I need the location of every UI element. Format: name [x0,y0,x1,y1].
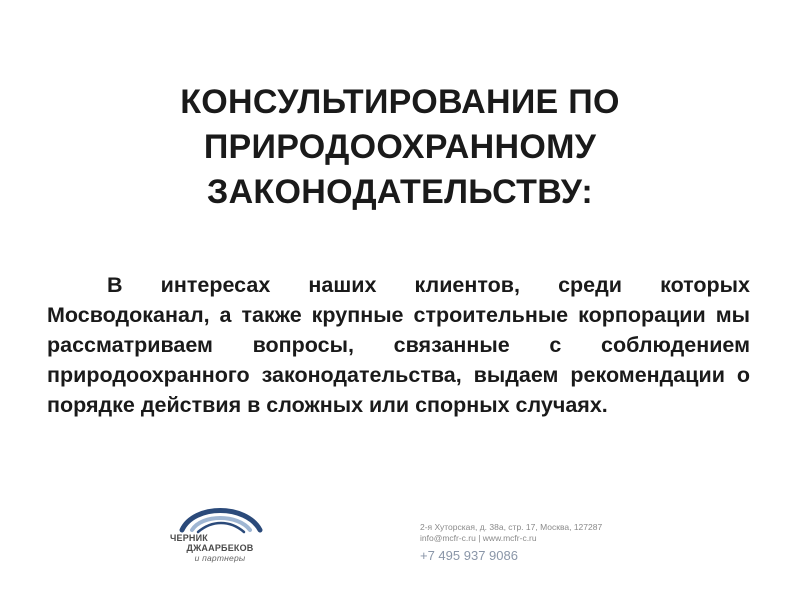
logo-text-line-1: ЧЕРНИК [170,533,208,543]
title-line-3: ЗАКОНОДАТЕЛЬСТВУ: [206,173,594,211]
company-logo [170,500,280,570]
logo-text-line-3: и партнеры [194,553,246,563]
phone-number: +7 495 937 9086 [420,548,518,563]
body-text: В интересах наших клиентов, среди которых Мосводоканал, а также крупные строительные корпорации мы рассматриваем вопросы, связанные с соблюдением природоохранного законодательства, выдаем рекомендации о порядке действия в сложных или спорных случаях. [47,273,750,417]
slide-title [60,80,740,215]
address-text: 2-я Хуторская, д. 38а, стр. 17, Москва, 127287 [420,522,603,532]
body-paragraph [47,270,750,420]
email-website-text: info@mcfr-c.ru | www.mcfr-c.ru [420,533,537,543]
logo-text-line-2: ДЖААРБЕКОВ [186,543,254,553]
contact-block [420,522,680,565]
title-line-2: ПРИРОДООХРАННОМУ [203,128,597,166]
arch-logo-icon [176,500,266,534]
title-line-1: КОНСУЛЬТИРОВАНИЕ ПО [180,83,620,121]
